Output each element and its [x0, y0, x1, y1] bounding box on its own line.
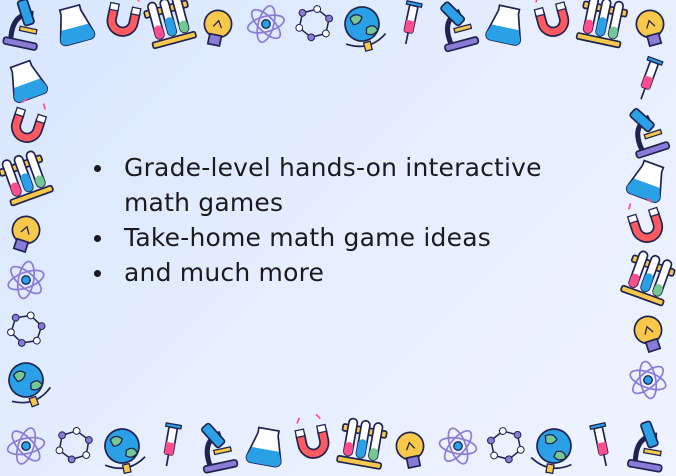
microscope-icon [195, 419, 238, 474]
microscope-icon [434, 0, 479, 52]
magnet-icon [293, 413, 332, 461]
globe-icon [1, 357, 54, 412]
light-bulb-icon [631, 313, 668, 355]
light-bulb-icon [394, 430, 428, 470]
beaker-icon [53, 3, 96, 46]
test-tube-rack-icon [142, 0, 196, 49]
syringe-icon [590, 423, 614, 468]
beaker-icon [485, 4, 526, 46]
test-tube-rack-icon [337, 417, 388, 469]
beaker-icon [246, 426, 286, 467]
syringe-icon [398, 1, 422, 46]
molecule-icon [5, 307, 48, 351]
beaker-icon [625, 158, 670, 203]
bullet-list-panel [90, 150, 610, 290]
microscope-icon [623, 102, 670, 159]
microscope-icon [627, 418, 669, 472]
bullet-item-much-more: and much more [90, 255, 610, 290]
atom-icon [624, 355, 673, 405]
feature-bullet-list [90, 150, 610, 290]
atom-icon [436, 423, 480, 469]
globe-icon [338, 2, 389, 55]
molecule-icon [54, 425, 94, 466]
magnet-icon [105, 0, 144, 39]
light-bulb-icon [633, 7, 668, 48]
magnet-icon [8, 96, 50, 146]
syringe-icon [159, 423, 181, 468]
test-tube-rack-icon [576, 0, 629, 48]
microscope-icon [3, 0, 46, 50]
bullet-item-take-home-ideas: Take-home math game ideas [90, 220, 610, 255]
bullet-item-grade-level-games: Grade-level hands-on interactive math games [90, 150, 610, 220]
syringe-icon [634, 57, 663, 102]
globe-icon [99, 425, 148, 476]
globe-icon [529, 426, 577, 476]
light-bulb-icon [6, 213, 43, 255]
magnet-icon [624, 196, 666, 246]
test-tube-rack-icon [621, 248, 676, 305]
atom-icon [4, 423, 49, 470]
atom-icon [2, 255, 51, 305]
magnet-icon [531, 0, 572, 39]
test-tube-rack-icon [0, 148, 53, 205]
atom-icon [243, 0, 289, 48]
molecule-icon [485, 424, 526, 466]
molecule-icon [294, 2, 335, 44]
light-bulb-icon [200, 8, 234, 48]
beaker-icon [4, 58, 49, 103]
